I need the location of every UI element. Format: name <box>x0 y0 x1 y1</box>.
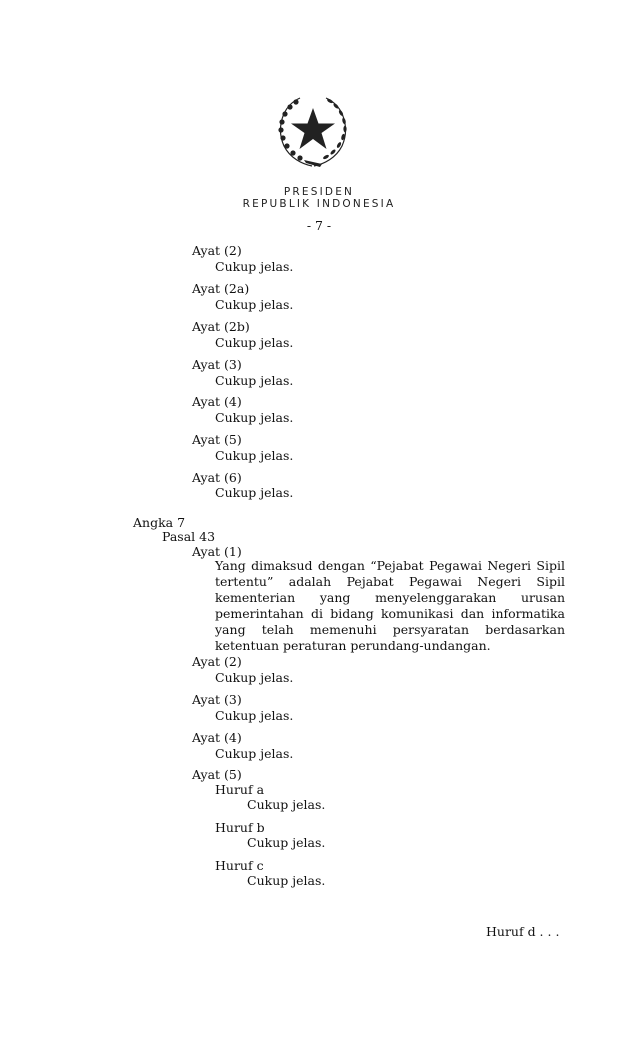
page-number: - 7 - <box>306 218 332 233</box>
ayat-label: Ayat (5) <box>192 432 242 447</box>
ayat-label: Ayat (3) <box>192 357 242 372</box>
huruf-text: Cukup jelas. <box>247 873 326 888</box>
ayat-text: Cukup jelas. <box>215 448 294 463</box>
continuation-footer: Huruf d . . . <box>486 924 560 939</box>
paragraph-line: kementerian yang menyelenggarakan urusan <box>215 590 565 605</box>
huruf-label: Huruf a <box>215 782 265 797</box>
ayat-text: Cukup jelas. <box>215 259 294 274</box>
paragraph-line: Yang dimaksud dengan “Pejabat Pegawai Negeri Sipil <box>215 558 565 573</box>
ayat-label: Ayat (2a) <box>192 281 250 296</box>
huruf-label: Huruf c <box>215 858 264 873</box>
paragraph-line: pemerintahan di bidang komunikasi dan informatika <box>215 606 565 621</box>
huruf-text: Cukup jelas. <box>247 835 326 850</box>
ayat-label: Ayat (6) <box>192 470 242 485</box>
ayat-label: Ayat (2) <box>192 243 242 258</box>
paragraph-line: yang telah memenuhi persyaratan berdasarkan <box>215 622 565 637</box>
ayat-text: Cukup jelas. <box>215 708 294 723</box>
ayat-text: Cukup jelas. <box>215 410 294 425</box>
ayat-label: Ayat (2b) <box>192 319 250 334</box>
garuda-star-emblem-icon <box>268 88 358 170</box>
ayat-text: Cukup jelas. <box>215 297 294 312</box>
ayat-text: Cukup jelas. <box>215 746 294 761</box>
ayat-label: Ayat (1) <box>192 544 242 559</box>
paragraph-line: tertentu” adalah Pejabat Pegawai Negeri Sipil <box>215 574 565 589</box>
ayat-text: Cukup jelas. <box>215 670 294 685</box>
ayat-label: Ayat (2) <box>192 654 242 669</box>
ayat-1-paragraph <box>215 558 565 654</box>
angka-heading: Angka 7 <box>133 515 186 530</box>
huruf-text: Cukup jelas. <box>247 797 326 812</box>
ayat-label: Ayat (4) <box>192 730 242 745</box>
ayat-text: Cukup jelas. <box>215 485 294 500</box>
paragraph-line: ketentuan peraturan perundang-undangan. <box>215 638 491 653</box>
pasal-heading: Pasal 43 <box>162 529 216 544</box>
ayat-text: Cukup jelas. <box>215 335 294 350</box>
header-president: PRESIDEN <box>283 186 355 198</box>
huruf-label: Huruf b <box>215 820 265 835</box>
header-republik-indonesia: REPUBLIK INDONESIA <box>242 198 396 210</box>
ayat-label: Ayat (5) <box>192 767 242 782</box>
ayat-text: Cukup jelas. <box>215 373 294 388</box>
ayat-label: Ayat (3) <box>192 692 242 707</box>
ayat-label: Ayat (4) <box>192 394 242 409</box>
